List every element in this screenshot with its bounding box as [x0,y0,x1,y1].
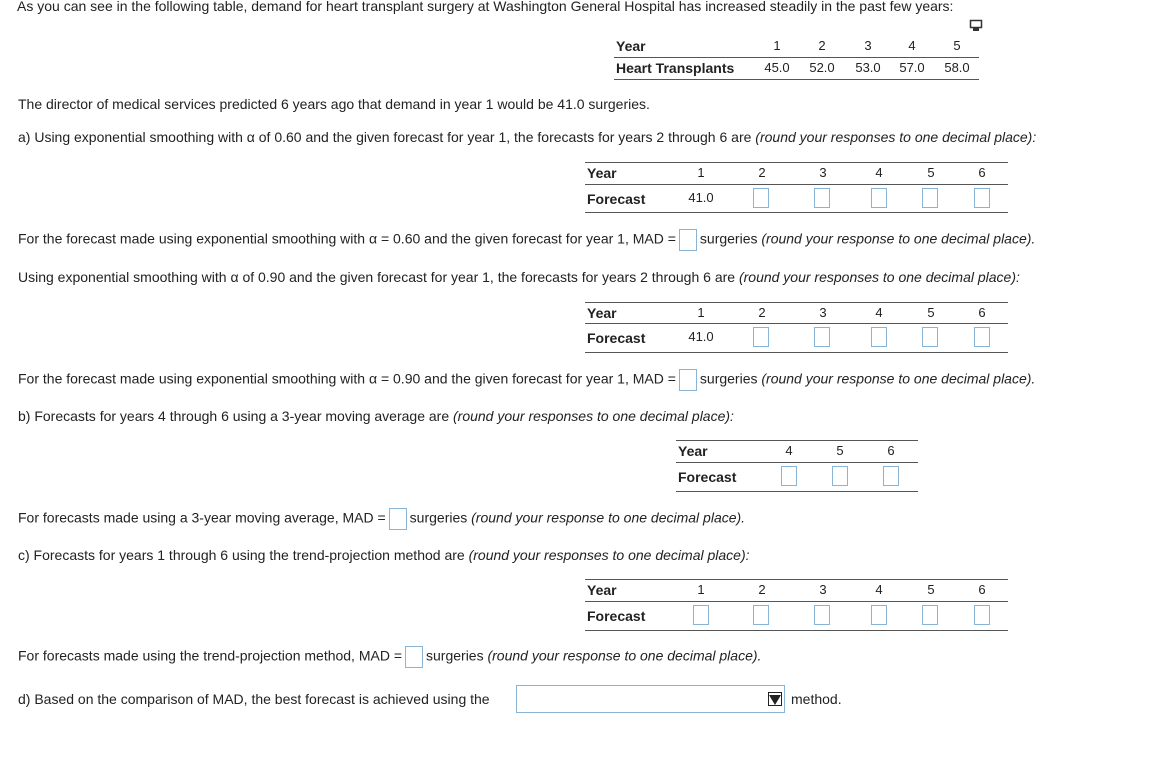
demand-year-cell: 2 [818,38,826,53]
part-c-mad-instruction: (round your response to one decimal place). [487,647,762,664]
demand-table-divider [614,57,979,58]
demand-year-label: Year [616,38,646,54]
mad-input-trend-projection[interactable] [405,646,423,668]
part-c-instruction: (round your responses to one decimal place): [468,547,750,563]
part-a2-mad-line [18,369,1035,391]
year-cell: 2 [758,165,766,180]
year-cell: 2 [758,582,766,597]
intro-text: As you can see in the following table, demand for heart transplant surgery at Washington General Hospital has increased steadily in the past few years: [17,0,954,14]
year-cell: 6 [978,305,986,320]
year-cell: 6 [978,582,986,597]
part-a-mad-instruction: (round your response to one decimal place). [761,230,1036,247]
part-c-forecast-label: Forecast [587,608,646,624]
director-text: The director of medical services predicted 6 years ago that demand in year 1 would be 41.0 surgeries. [18,96,650,112]
year-cell: 6 [887,443,895,458]
part-b-instruction: (round your responses to one decimal place): [453,408,734,424]
part-b-mad-line [18,508,745,530]
demand-table-bottom [614,79,979,80]
part-b-table-top [676,440,918,441]
demand-year-cell: 5 [953,38,961,53]
demand-value-cell: 52.0 [809,60,835,75]
part-c-question [18,546,750,564]
part-c-table-bottom [585,630,1008,631]
part-b-question [18,407,734,425]
part-c-mad-prefix: For forecasts made using the trend-projection method, MAD = [18,647,403,664]
demand-value-cell: 57.0 [899,60,925,75]
year-cell: 5 [927,165,935,180]
forecast-input-year5[interactable] [922,188,938,208]
part-a2-mad-prefix: For the forecast made using exponential smoothing with α = 0.90 and the given forecast for year 1, MAD = [18,370,676,387]
year-cell: 1 [697,305,705,320]
part-b-mad-prefix: For forecasts made using a 3-year moving average, MAD = [18,509,386,526]
part-b-year-label: Year [678,443,708,459]
part-a2-forecast-label: Forecast [587,330,646,346]
year-cell: 5 [927,305,935,320]
demand-year-cell: 4 [908,38,916,53]
part-b-table-bottom [676,491,918,492]
part-b-forecast-label: Forecast [678,469,737,485]
demand-year-cell: 1 [773,38,781,53]
mad-input-a060[interactable] [679,229,697,251]
forecast-input-year3[interactable] [814,605,830,625]
year-cell: 4 [785,443,793,458]
demand-year-cell: 3 [864,38,872,53]
forecast-input-year4[interactable] [871,188,887,208]
part-b-mad-suffix: surgeries [409,509,472,526]
part-a2-year-label: Year [587,305,617,321]
demand-value-cell: 45.0 [764,60,790,75]
part-c-mad-suffix: surgeries [426,647,488,664]
best-method-select[interactable] [516,685,785,713]
year-cell: 4 [875,165,883,180]
part-a2-table-divider [585,323,1008,324]
year-cell: 1 [697,165,705,180]
part-a2-text: Using exponential smoothing with α of 0.90 and the given forecast for year 1, the forecasts for years 2 through 6 are [18,269,739,285]
demand-value-cell: 53.0 [855,60,881,75]
year-cell: 2 [758,305,766,320]
mad-input-moving-average[interactable] [389,508,407,530]
copy-icon[interactable] [969,19,983,33]
forecast-input-year6[interactable] [883,466,899,486]
part-a2-mad-instruction: (round your response to one decimal place). [761,370,1036,387]
part-a-mad-prefix: For the forecast made using exponential smoothing with α = 0.60 and the given forecast for year 1, MAD = [18,230,676,247]
forecast-input-year1[interactable] [693,605,709,625]
forecast-input-year6[interactable] [974,327,990,347]
part-a2-instruction: (round your responses to one decimal place): [738,269,1020,285]
forecast-input-year2[interactable] [753,188,769,208]
demand-value-cell: 58.0 [944,60,970,75]
year-cell: 6 [978,165,986,180]
forecast-input-year5[interactable] [832,466,848,486]
part-a-instruction: (round your responses to one decimal place): [755,129,1037,145]
part-a2-table-bottom [585,352,1008,353]
forecast-year1-value: 41.0 [688,329,714,344]
year-cell: 4 [875,305,883,320]
forecast-input-year2[interactable] [753,327,769,347]
forecast-input-year4[interactable] [871,605,887,625]
forecast-input-year6[interactable] [974,188,990,208]
mad-input-a090[interactable] [679,369,697,391]
dropdown-arrow-icon [768,692,782,706]
year-cell: 4 [875,582,883,597]
part-a-table-bottom [585,212,1008,213]
part-b-text: b) Forecasts for years 4 through 6 using a 3-year moving average are [18,408,453,424]
forecast-input-year2[interactable] [753,605,769,625]
forecast-input-year5[interactable] [922,327,938,347]
part-c-mad-line [18,646,761,668]
part-c-text: c) Forecasts for years 1 through 6 using the trend-projection method are [18,547,469,563]
part-d-suffix: method. [791,691,842,707]
forecast-input-year3[interactable] [814,327,830,347]
year-cell: 3 [819,582,827,597]
part-a-mad-suffix: surgeries [699,230,762,247]
part-a-year-label: Year [587,165,617,181]
year-cell: 1 [697,582,705,597]
part-a-mad-line [18,229,1035,251]
forecast-input-year6[interactable] [974,605,990,625]
forecast-input-year4[interactable] [871,327,887,347]
forecast-input-year5[interactable] [922,605,938,625]
part-b-table-divider [676,462,918,463]
demand-transplants-label: Heart Transplants [616,60,735,76]
part-a-forecast-label: Forecast [587,191,646,207]
part-a2-question [18,268,1020,286]
part-b-mad-instruction: (round your response to one decimal place). [471,509,746,526]
year-cell: 3 [819,165,827,180]
part-a2-table-top [585,302,1008,303]
part-a-table-divider [585,184,1008,185]
part-a-question [18,128,1036,146]
forecast-input-year3[interactable] [814,188,830,208]
part-c-table-top [585,579,1008,580]
year-cell: 5 [927,582,935,597]
part-a-text: a) Using exponential smoothing with α of 0.60 and the given forecast for year 1, the forecasts for years 2 through 6 are [18,129,756,145]
year-cell: 3 [819,305,827,320]
forecast-year1-value: 41.0 [688,190,714,205]
part-c-year-label: Year [587,582,617,598]
part-c-table-divider [585,601,1008,602]
year-cell: 5 [836,443,844,458]
part-a2-mad-suffix: surgeries [699,370,762,387]
part-d-prefix: d) Based on the comparison of MAD, the best forecast is achieved using the [18,691,490,707]
forecast-input-year4[interactable] [781,466,797,486]
part-a-table-top [585,162,1008,163]
